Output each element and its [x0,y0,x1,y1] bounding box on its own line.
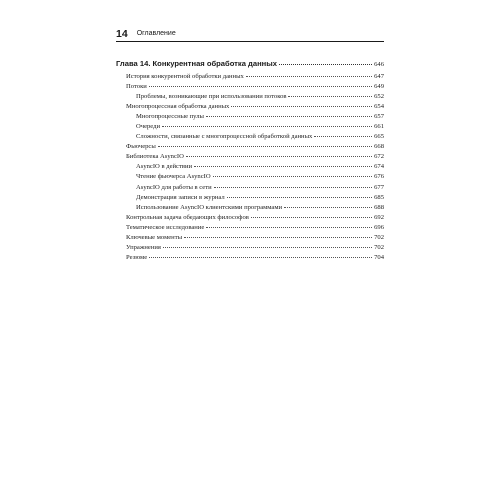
toc-entry-title: Контрольная задача обедающих философов [126,213,249,221]
dot-leader [184,237,372,238]
toc-entry-title: Библиотека AsyncIO [126,153,184,161]
dot-leader [149,257,372,258]
toc-entry [116,193,384,203]
toc-entry-page: 677 [374,183,384,191]
dot-leader [214,187,372,188]
toc-entry [116,213,384,223]
dot-leader [162,126,372,127]
toc-entry-page: 652 [374,93,384,101]
toc-entry-page: 676 [374,173,384,181]
toc-entry-page: 672 [374,153,384,161]
toc-entry-page: 649 [374,83,384,91]
toc-entry [116,82,384,92]
toc-entry-title: AsyncIO в действии [136,163,193,171]
toc-entry-title: AsyncIO для работы в сети [136,183,212,191]
dot-leader [158,146,372,147]
dot-leader [213,176,373,177]
toc-entry [116,112,384,122]
toc-entry-page: 674 [374,163,384,171]
toc-entry-title: Резюме [126,253,148,261]
toc-entry [116,243,384,253]
toc-entry-title: Многопроцессные пулы [136,113,204,121]
dot-leader [246,76,372,77]
dot-leader [206,116,372,117]
dot-leader [163,247,372,248]
dot-leader [227,197,372,198]
dot-leader [149,86,372,87]
toc-entry-title: Ключевые моменты [126,233,183,241]
toc-entry-page: 685 [374,193,384,201]
toc-entry-page: 665 [374,133,384,141]
toc-chapter-entry [116,58,384,70]
dot-leader [251,217,372,218]
dot-leader [186,156,372,157]
toc-entry [116,162,384,172]
toc-entry-page: 702 [374,243,384,251]
toc-entry-page: 657 [374,113,384,121]
toc-entry-page: 654 [374,103,384,111]
toc-entry-title: Потоки [126,83,147,91]
toc-entry-title: Проблемы, возникающие при использовании потоков [136,93,287,101]
toc-entry-page: 704 [374,253,384,261]
toc-entry [116,172,384,182]
toc-entry-title: Многопроцессная обработка данных [126,103,230,111]
running-header [116,26,384,40]
dot-leader [314,136,372,137]
toc-entry-title: Упражнения [126,243,161,251]
toc-entry-title: Очереди [136,123,161,131]
toc-entry-page: 646 [374,61,384,68]
toc-entry-title: Тематическое исследование [126,223,205,231]
toc-entry [116,122,384,132]
dot-leader [231,106,372,107]
toc-entry-title: Фьючерсы [126,143,156,151]
toc-entry-title: История конкурентной обработки данных [126,73,244,80]
dot-leader [288,96,372,97]
toc-entry-page: 696 [374,223,384,231]
toc-entry [116,92,384,102]
toc-entry-page: 688 [374,203,384,211]
toc-entry [116,142,384,152]
table-of-contents [116,58,384,263]
dot-leader [194,166,372,167]
toc-entry [116,152,384,162]
toc-entry-page: 692 [374,213,384,221]
toc-entry [116,102,384,112]
toc-entry-title: Сложности, связанные с многопроцессной обработкой данных [136,133,313,141]
page-number: 14 [116,28,128,40]
toc-entry-page: 661 [374,123,384,131]
toc-entry [116,203,384,213]
toc-entry-page: 647 [374,73,384,80]
toc-entry [116,253,384,263]
toc-entry-title: Использование AsyncIO клиентскими программами [136,203,283,211]
running-title: Оглавление [136,30,176,37]
dot-leader [284,207,372,208]
toc-entry-title: Чтение фьючерса AsyncIO [136,173,211,181]
toc-entry [116,183,384,193]
header-rule [116,41,384,42]
toc-entry-page: 702 [374,233,384,241]
toc-entry-title: Демонстрация записи в журнал [136,193,225,201]
dot-leader [206,227,372,228]
toc-entry [116,233,384,243]
dot-leader [279,64,372,65]
toc-entry [116,223,384,233]
toc-entry [116,132,384,142]
toc-entry-title: Глава 14. Конкурентная обработка данных [116,59,277,68]
toc-entry [116,72,384,82]
toc-entry-page: 668 [374,143,384,151]
